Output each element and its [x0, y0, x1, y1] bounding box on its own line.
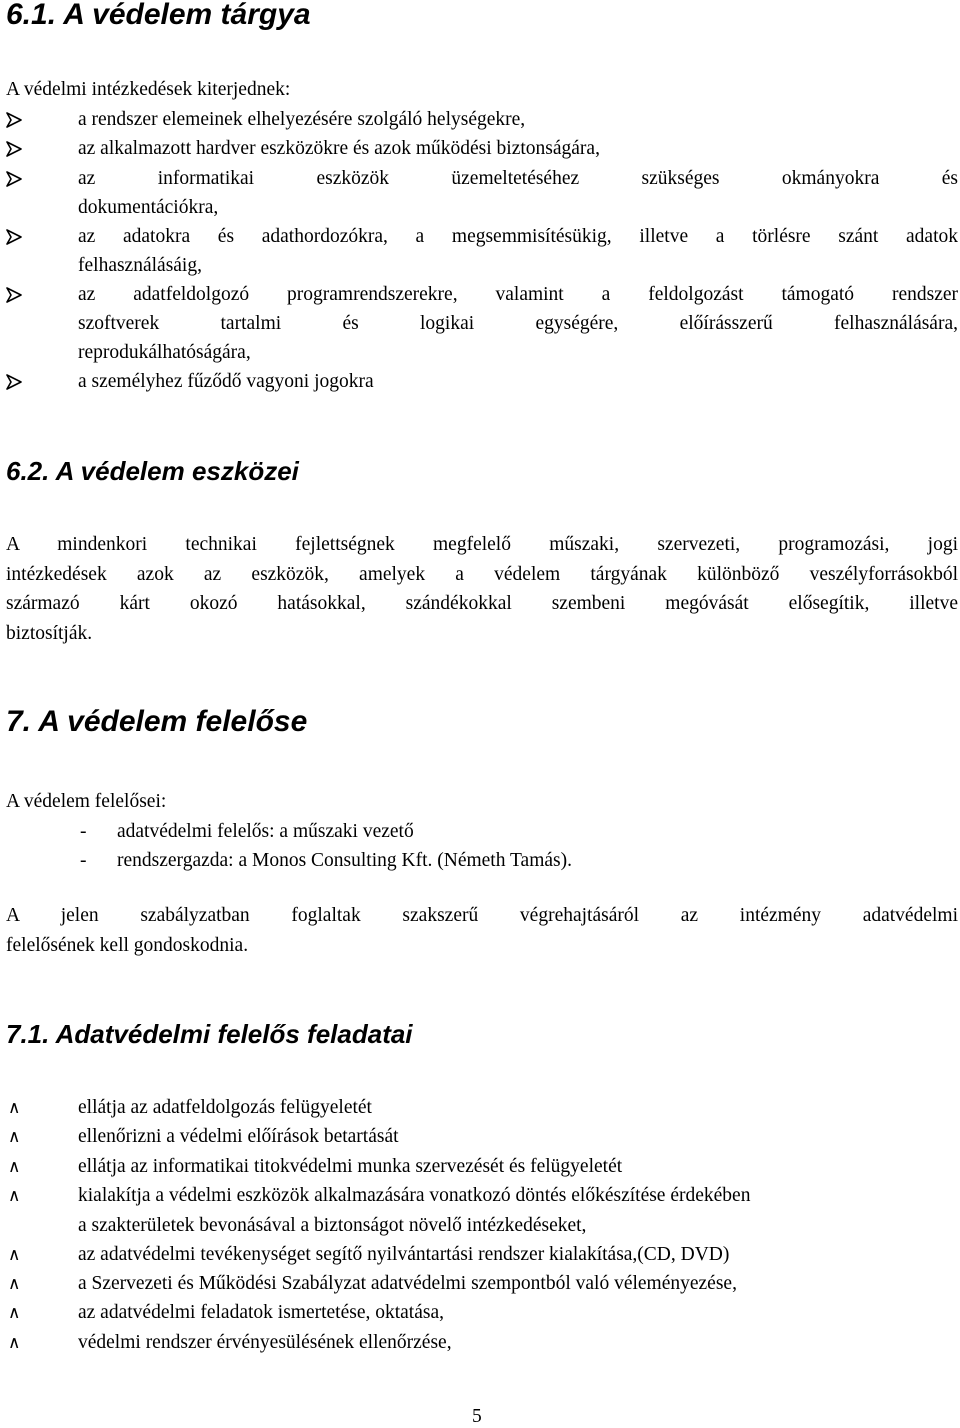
sec7-intro: A védelem felelősei: [6, 791, 167, 812]
arrowhead-bullet-icon [6, 109, 22, 128]
list-item-line: reprodukálhatóságára, [78, 342, 251, 363]
list-item-line: védelmi rendszer érvényesülésének ellenőrzése, [78, 1332, 452, 1353]
arrowhead-bullet-icon [6, 371, 22, 390]
caret-bullet-icon: ∧ [8, 1245, 21, 1265]
list-item-line: a rendszer elemeinek elhelyezésére szolgáló helységekre, [78, 109, 526, 130]
heading-6-1: 6.1. A védelem tárgya [6, 0, 311, 31]
paragraph-line: származó kárt okozó hatásokkal, szándékokkal szembeni megóvását elősegítik, illetve [6, 593, 958, 614]
paragraph-line: intézkedések azok az eszközök, amelyek a védelem tárgyának különböző veszélyforrásokból [6, 563, 958, 585]
sec61-intro: A védelmi intézkedések kiterjednek: [6, 79, 291, 100]
list-item-line: kialakítja a védelmi eszközök alkalmazására vonatkozó döntés előkészítése érdekében [78, 1185, 751, 1206]
heading-7-1: 7.1. Adatvédelmi felelős feladatai [6, 1019, 413, 1049]
caret-bullet-icon: ∧ [8, 1127, 21, 1147]
paragraph-line: felelősének kell gondoskodnia. [6, 934, 249, 956]
list-item-line: felhasználásáig, [78, 255, 202, 276]
arrowhead-bullet-icon [6, 168, 22, 187]
paragraph-line: biztosítják. [6, 622, 93, 644]
list-item-line: ellenőrizni a védelmi előírások betartását [78, 1126, 399, 1147]
caret-bullet-icon: ∧ [8, 1274, 21, 1294]
caret-bullet-icon: ∧ [8, 1186, 21, 1206]
list-item-line: szoftverek tartalmi és logikai egységére, előírásszerű felhasználására, [78, 313, 958, 334]
list-item-line: az adatvédelmi feladatok ismertetése, oktatása, [78, 1302, 444, 1323]
caret-bullet-icon: ∧ [8, 1157, 21, 1177]
caret-bullet-icon: ∧ [8, 1333, 21, 1353]
list-item-line: a szakterületek bevonásával a biztonságot növelő intézkedéseket, [78, 1214, 587, 1236]
list-item-line: az informatikai eszközök üzemeltetéséhez szükséges okmányokra és [78, 168, 958, 189]
list-item-line: az alkalmazott hardver eszközökre és azok működési biztonságára, [78, 138, 600, 159]
page-number: 5 [472, 1406, 482, 1427]
list-item-line: ellátja az adatfeldolgozás felügyeletét [78, 1097, 372, 1118]
heading-7: 7. A védelem felelőse [6, 705, 308, 738]
dash-item: - rendszergazda: a Monos Consulting Kft. (Németh Tamás). [80, 850, 572, 871]
arrowhead-bullet-icon [6, 138, 22, 157]
list-item-line: dokumentációkra, [78, 197, 219, 218]
paragraph-line: A mindenkori technikai fejlettségnek megfelelő műszaki, szervezeti, programozási, jogi [6, 534, 958, 555]
caret-bullet-icon: ∧ [8, 1303, 21, 1323]
arrowhead-bullet-icon [6, 226, 22, 245]
list-item-line: az adatfeldolgozó programrendszerekre, valamint a feldolgozást támogató rendszer [78, 284, 958, 305]
list-item-line: a Szervezeti és Működési Szabályzat adatvédelmi szempontból való véleményezése, [78, 1273, 737, 1294]
dash-item: - adatvédelmi felelős: a műszaki vezető [80, 821, 414, 842]
list-item-line: ellátja az informatikai titokvédelmi munka szervezését és felügyeletét [78, 1156, 623, 1177]
list-item-line: a személyhez fűződő vagyoni jogokra [78, 371, 374, 392]
paragraph-line: A jelen szabályzatban foglaltak szakszerű végrehajtásáról az intézmény adatvédelmi [6, 905, 958, 926]
arrowhead-bullet-icon [6, 284, 22, 303]
list-item-line: az adatokra és adathordozókra, a megsemmisítésükig, illetve a törlésre szánt adatok [78, 226, 958, 247]
list-item-line: az adatvédelmi tevékenységet segítő nyilvántartási rendszer kialakítása,(CD, DVD) [78, 1244, 730, 1265]
heading-6-2: 6.2. A védelem eszközei [6, 456, 299, 486]
caret-bullet-icon: ∧ [8, 1098, 21, 1118]
